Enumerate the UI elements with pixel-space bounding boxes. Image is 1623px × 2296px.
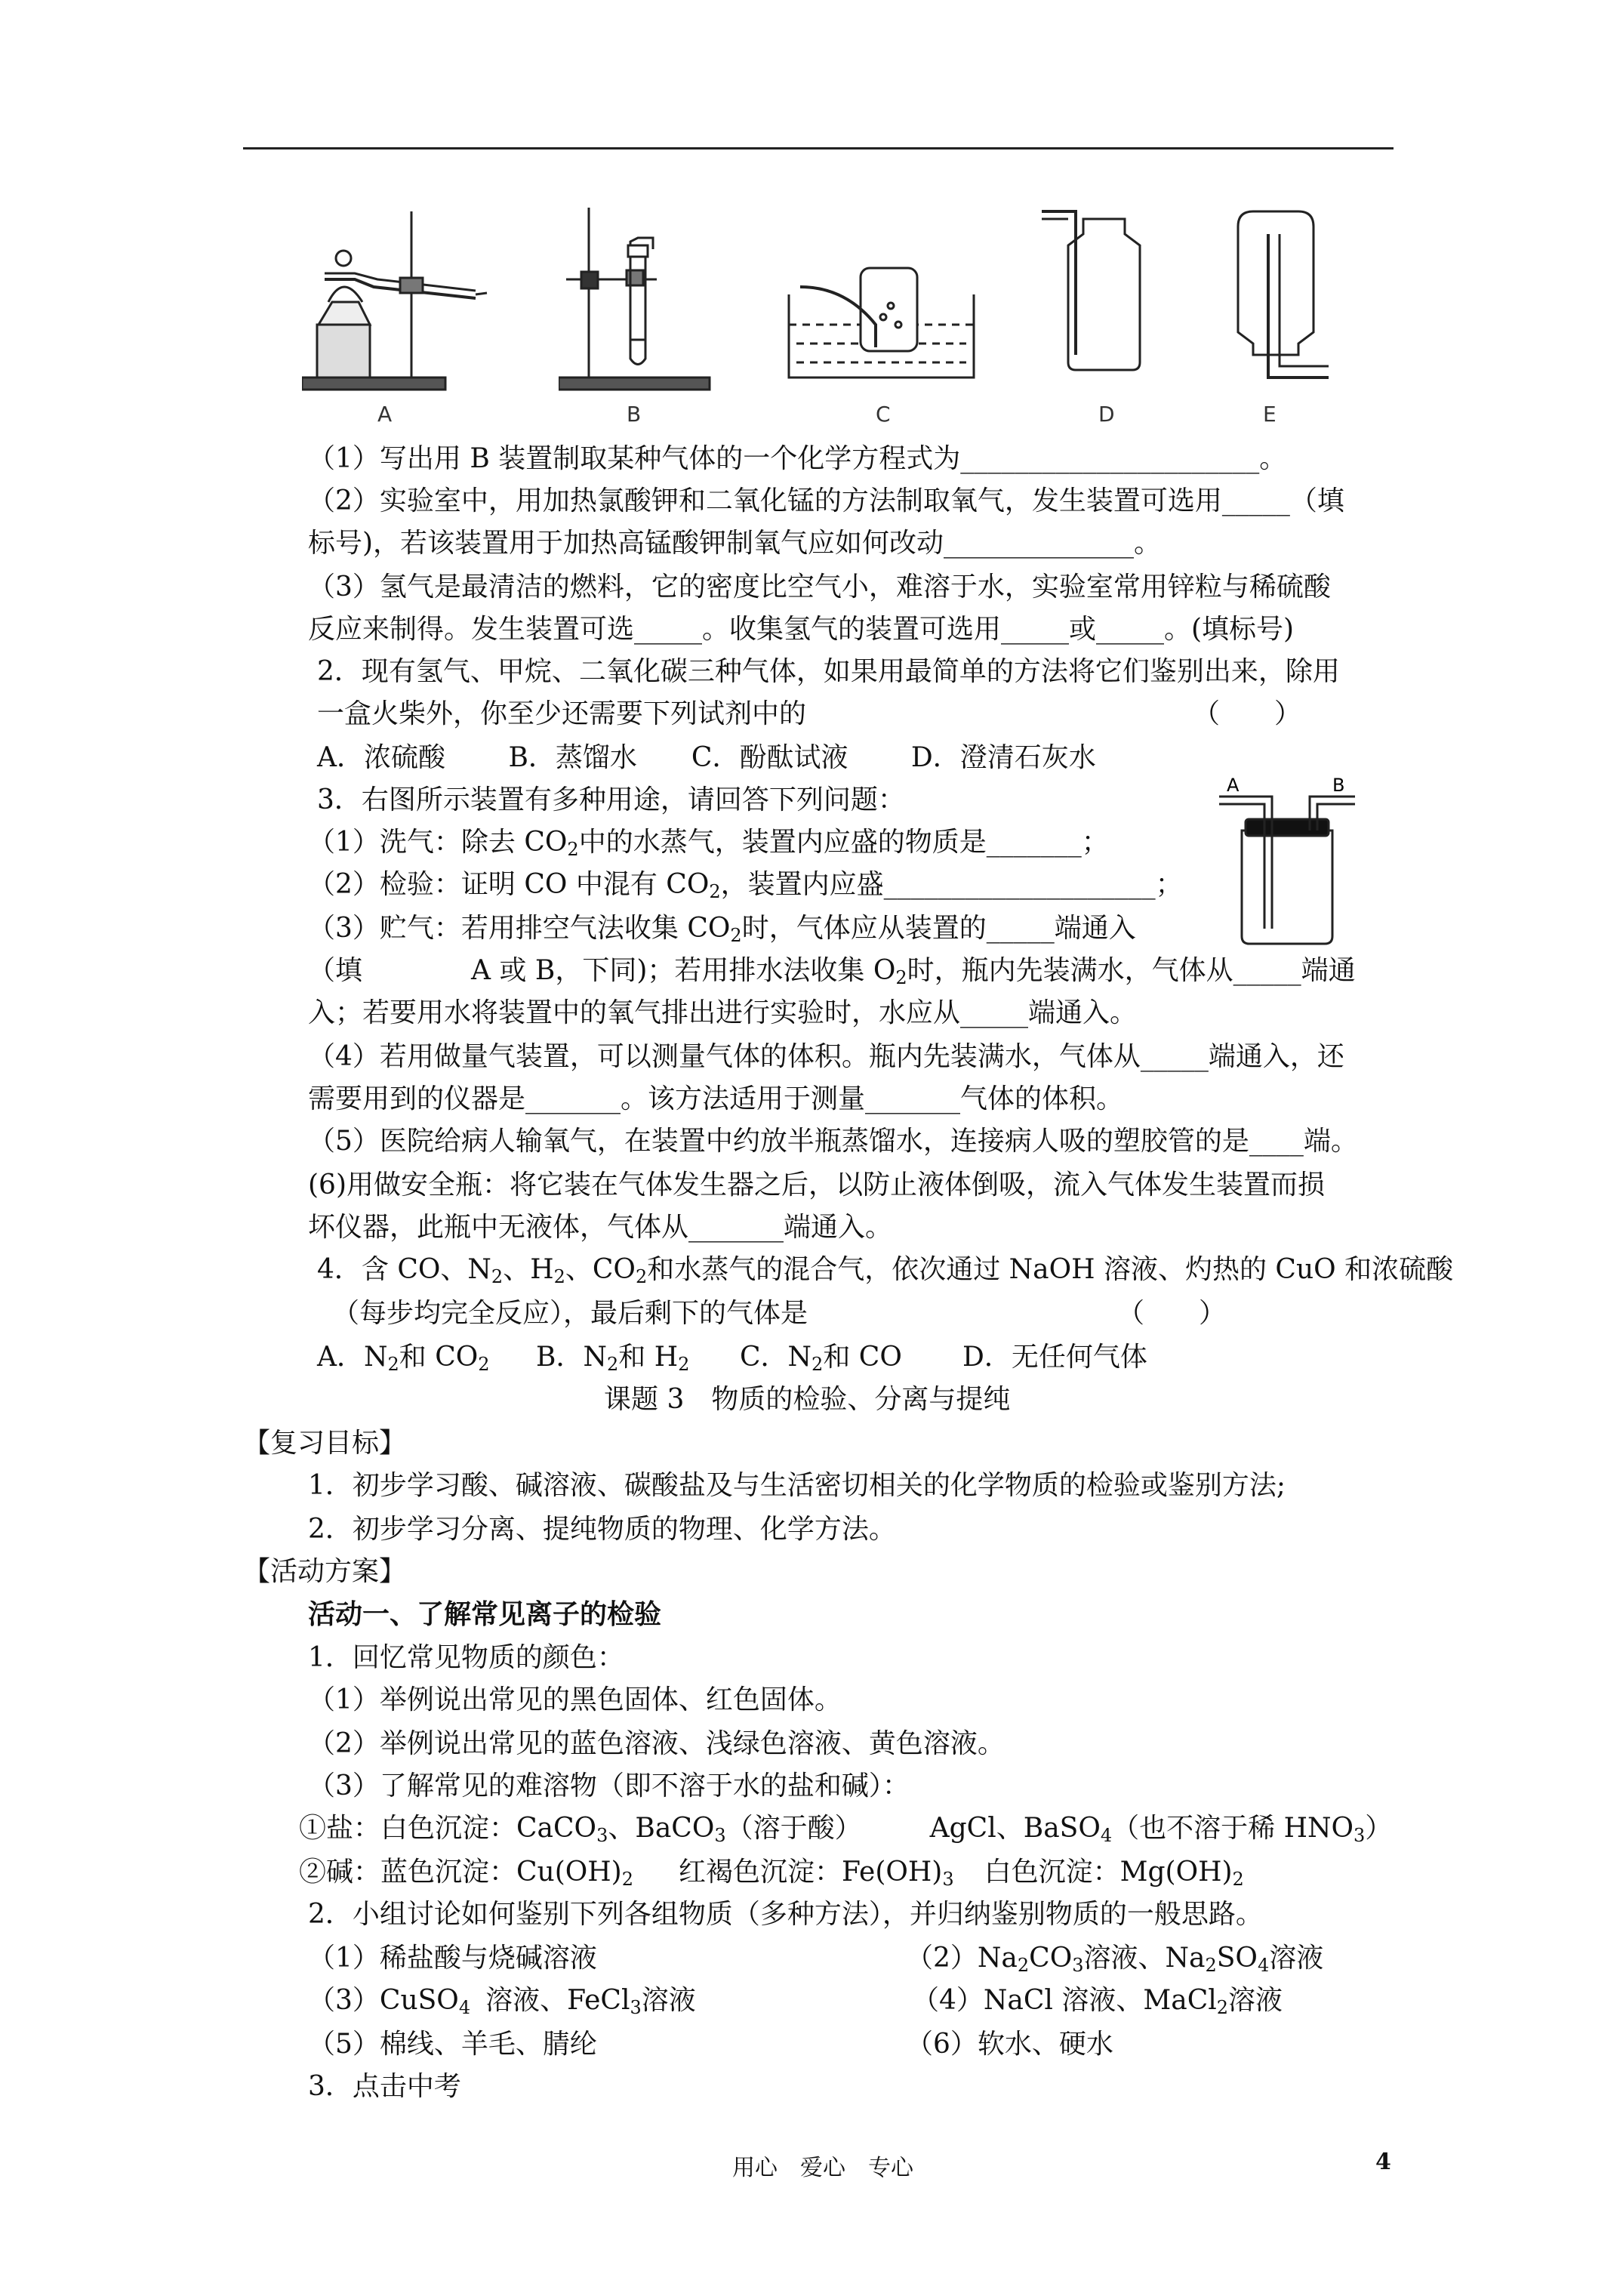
apparatus-e-figure (1208, 204, 1344, 400)
page-number: 4 (1375, 2149, 1391, 2175)
figure-label-a: A (377, 402, 393, 427)
q3-part4-line2: 需要用到的仪器是_______。该方法适用于测量_______气体的体积。 (308, 1083, 1124, 1114)
a1-item2: 2．小组讨论如何鉴别下列各组物质（多种方法），并归纳鉴别物质的一般思路。 (308, 1899, 1263, 1930)
figure-label-b: B (627, 402, 642, 427)
q1-part3-line2: 反应来制得。发生装置可选_____。收集氢气的装置可选用_____或_____。(填标号) (308, 614, 1295, 645)
bottle-label-a: A (1227, 778, 1240, 796)
figure-label-e: E (1263, 402, 1277, 427)
a1-item3: 3．点击中考 (308, 2071, 461, 2102)
review-goal-heading: 【复习目标】 (243, 1428, 407, 1459)
q2-answer-paren: （ ） (1193, 698, 1302, 729)
apparatus-b-figure (559, 204, 732, 400)
q2-options: A．浓硫酸 B．蒸馏水 C．酚酞试液 D．澄清石灰水 (317, 742, 1096, 773)
header-rule (243, 147, 1394, 149)
q2-line2: 一盒火柴外，你至少还需要下列试剂中的 (317, 698, 807, 729)
apparatus-figure-row (287, 204, 1366, 445)
pair-6: （6）软水、硬水 (906, 2029, 1113, 2060)
q2-line1: 2．现有氢气、甲烷、二氧化碳三种气体，如果用最简单的方法将它们鉴别出来，除用 (317, 656, 1340, 687)
q3-part3-line2: （填 A 或 B，下同)；若用排水法收集 $O_2$时，瓶内先装满水，气体从_____端通 (308, 955, 1356, 988)
a1-item1-3: （3）了解常见的难溶物（即不溶于水的盐和碱）： (308, 1771, 910, 1801)
activity-plan-heading: 【活动方案】 (243, 1556, 407, 1587)
q4-option-d: D．无任何气体 (962, 1342, 1147, 1373)
pair-5: （5）棉线、羊毛、腈纶 (308, 2029, 597, 2060)
a1-item1-2: （2）举例说出常见的蓝色溶液、浅绿色溶液、黄色溶液。 (308, 1728, 1005, 1759)
gas-bottle-figure (1212, 778, 1363, 951)
apparatus-c-figure (785, 204, 981, 400)
q4-line2: （每步均完全反应），最后剩下的气体是 (332, 1298, 808, 1329)
figure-label-d: D (1098, 402, 1115, 427)
bottle-label-b: B (1332, 778, 1345, 796)
figure-label-c: C (876, 402, 891, 427)
q1-part3-line1: （3）氢气是最清洁的燃料，它的密度比空气小，难溶于水，实验室常用锌粒与稀硫酸 (308, 572, 1331, 603)
pair-4: （4）NaCl 溶液、MaCl$_2$溶液 (912, 1985, 1283, 2018)
goal-2: 2．初步学习分离、提纯物质的物理、化学方法。 (308, 1514, 896, 1545)
apparatus-a-figure (302, 204, 506, 400)
q4-answer-paren: （ ） (1117, 1298, 1227, 1329)
pair-1: （1）稀盐酸与烧碱溶液 (308, 1943, 597, 1974)
q1-part2-line1: （2）实验室中，用加热氯酸钾和二氧化锰的方法制取氧气，发生装置可选用_____（填 (308, 485, 1344, 516)
q3-part1: （1）洗气：除去 $CO_2$中的水蒸气，装置内应盛的物质是_______； (308, 827, 1109, 860)
a1-item1: 1．回忆常见物质的颜色： (308, 1642, 624, 1673)
q3-part4-line1: （4）若用做量气装置，可以测量气体的体积。瓶内先装满水，气体从_____端通入，还 (308, 1041, 1344, 1072)
q3-part5: （5）医院给病人输氧气，在装置中约放半瓶蒸馏水，连接病人吸的塑胶管的是____端。 (308, 1126, 1358, 1157)
q4-line1: 4．含 CO、$N_2$、$H_2$、$CO_2$和水蒸气的混合气，依次通过 NaOH 溶液、灼热的 CuO 和浓硫酸 (317, 1254, 1454, 1287)
apparatus-d-figure (1042, 204, 1178, 400)
salt-precipitates: ①盐：白色沉淀：CaCO$_3$、BaCO$_3$（溶于酸） AgCl、BaSO$_4$（也不溶于稀 $HNO_3$） (299, 1813, 1393, 1846)
q3-part6-line2: 坏仪器，此瓶中无液体，气体从_______端通入。 (308, 1212, 893, 1243)
pair-2: $(2)Na_2CO_3$溶液、$Na_2SO_4$溶液 (906, 1943, 1324, 1976)
q1-part1: （1）写出用 B 装置制取某种气体的一个化学方程式为______________________。 (308, 443, 1287, 474)
q1-part2-line2: 标号)，若该装置用于加热高锰酸钾制氧气应如何改动______________。 (308, 528, 1162, 559)
q3-part3-line1: （3）贮气：若用排空气法收集 $CO_2$时，气体应从装置的_____端通入 (308, 913, 1136, 946)
footer-text: 用心 爱心 专心 (732, 2155, 913, 2181)
q3-part6-line1: (6)用做安全瓶：将它装在气体发生器之后，以防止液体倒吸，流入气体发生装置而损 (308, 1170, 1325, 1200)
q3-part3-line3: 入；若要用水将装置中的氧气排出进行实验时，水应从_____端通入。 (308, 997, 1138, 1028)
topic-title: 课题 3 物质的检验、分离与提纯 (604, 1384, 1011, 1415)
q4-option-a: A．$N_2$和 $CO_2$ (317, 1342, 490, 1375)
q4-option-b: B．$N_2$和 $H_2$ (536, 1342, 690, 1375)
q3-intro: 3．右图所示装置有多种用途，请回答下列问题： (317, 784, 905, 815)
activity-1-heading: 活动一、了解常见离子的检验 (308, 1598, 662, 1630)
pair-3: （3）CuSO$_4$ 溶液、FeCl$_3$溶液 (308, 1985, 696, 2018)
q4-option-c: C．$N_2$和 CO (740, 1342, 902, 1375)
base-precipitates: ②碱：蓝色沉淀：$Cu(OH)_2$ 红褐色沉淀：$Fe(OH)_3$ 白色沉淀：$Mg(OH)_2$ (299, 1857, 1244, 1890)
q3-part2: （2）检验：证明 CO 中混有 $CO_2$，装置内应盛____________________； (308, 869, 1183, 902)
goal-1: 1．初步学习酸、碱溶液、碳酸盐及与生活密切相关的化学物质的检验或鉴别方法; (308, 1470, 1286, 1501)
a1-item1-1: （1）举例说出常见的黑色固体、红色固体。 (308, 1684, 842, 1715)
